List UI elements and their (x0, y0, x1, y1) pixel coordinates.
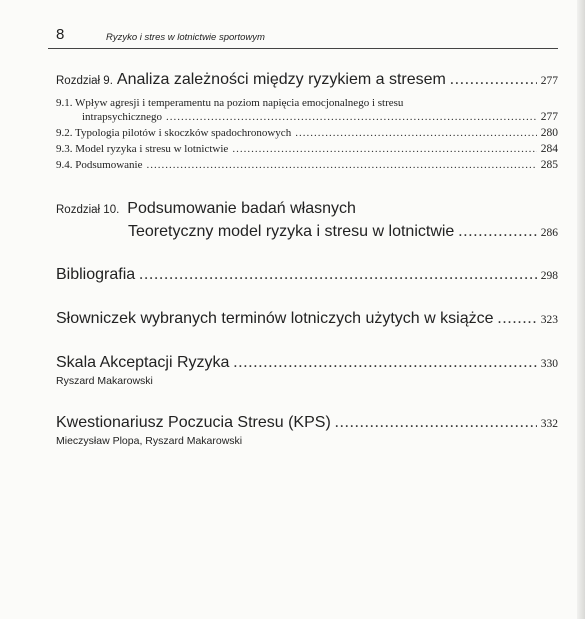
bibliography-title: Bibliografia (56, 266, 136, 283)
dot-leader (139, 266, 537, 284)
toc-stress-questionnaire (56, 414, 558, 432)
page-number: 8 (56, 26, 65, 43)
chapter-10-label: Rozdział 10. (56, 204, 120, 216)
section-9-1-page: 277 (540, 111, 558, 123)
dot-leader (450, 71, 537, 89)
toc-chapter-10-line1 (56, 200, 356, 218)
chapter-10-title-line2: Teoretyczny model ryzyka i stresu w lotnictwie (128, 223, 455, 240)
glossary-page: 323 (540, 314, 558, 326)
dot-leader (166, 111, 537, 123)
risk-scale-title: Skala Akceptacji Ryzyka (56, 354, 230, 371)
toc-section-9-2 (56, 127, 558, 139)
toc-section-9-1 (82, 111, 558, 123)
section-9-2-page: 280 (540, 127, 558, 139)
stress-questionnaire-page: 332 (540, 418, 558, 430)
section-9-2-text: 9.2. Typologia pilotów i skoczków spadochronowych (56, 127, 292, 139)
toc-chapter-9 (56, 71, 558, 89)
dot-leader (295, 127, 537, 139)
section-9-4-text: 9.4. Podsumowanie (56, 159, 143, 171)
page-edge-shadow (577, 0, 585, 619)
section-9-4-page: 285 (540, 159, 558, 171)
dot-leader (458, 223, 536, 241)
chapter-10-title-line1: Podsumowanie badań własnych (127, 200, 356, 217)
running-title: Ryzyko i stres w lotnictwie sportowym (106, 32, 265, 43)
toc-bibliography (56, 266, 558, 284)
section-9-3-text: 9.3. Model ryzyka i stresu w lotnictwie (56, 143, 229, 155)
glossary-title: Słowniczek wybranych terminów lotniczych użytych w książce (56, 310, 494, 327)
toc-section-9-3 (56, 143, 558, 155)
toc-chapter-10-line2 (128, 223, 558, 241)
section-9-3-page: 284 (540, 143, 558, 155)
chapter-10-page: 286 (540, 227, 558, 239)
stress-questionnaire-title: Kwestionariusz Poczucia Stresu (KPS) (56, 414, 331, 431)
dot-leader (232, 143, 536, 155)
dot-leader (335, 414, 537, 432)
chapter-9-title: Analiza zależności między ryzykiem a stresem (116, 71, 446, 88)
bibliography-page: 298 (540, 270, 558, 282)
section-9-1-line2: intrapsychicznego (82, 111, 163, 123)
toc-section-9-4 (56, 159, 558, 171)
toc-glossary (56, 310, 558, 328)
dot-leader (497, 310, 536, 328)
stress-questionnaire-authors: Mieczysław Plopa, Ryszard Makarowski (56, 435, 243, 447)
dot-leader (146, 159, 536, 171)
risk-scale-page: 330 (540, 358, 558, 370)
page-header (48, 26, 558, 49)
dot-leader (233, 354, 536, 372)
chapter-9-page: 277 (540, 75, 558, 87)
risk-scale-author: Ryszard Makarowski (56, 375, 153, 387)
section-9-1-line1: 9.1. Wpływ agresji i temperamentu na poziom napięcia emocjonalnego i stresu (56, 97, 404, 109)
toc-risk-scale (56, 354, 558, 372)
chapter-9-label: Rozdział 9. (56, 75, 113, 87)
